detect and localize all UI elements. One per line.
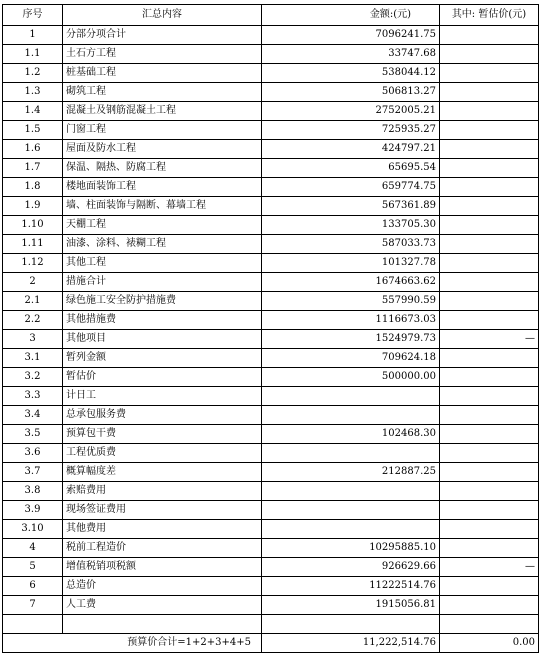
row-amount [262,501,440,520]
table-row [3,140,539,159]
row-provisional-estimate [440,311,539,330]
table-row [3,406,539,425]
row-amount: 1674663.62 [262,273,440,292]
row-amount: 709624.18 [262,349,440,368]
row-item-name: 索赔费用 [63,482,262,501]
row-item-name: 概算幅度差 [63,463,262,482]
row-serial-number: 1.9 [3,197,63,216]
row-provisional-estimate [440,482,539,501]
row-amount: 500000.00 [262,368,440,387]
row-serial-number: 3.7 [3,463,63,482]
row-item-name: 其他措施费 [63,311,262,330]
row-amount: 212887.25 [262,463,440,482]
table-row [3,102,539,121]
table-row [3,387,539,406]
row-item-name: 暂估价 [63,368,262,387]
row-serial-number: 3.8 [3,482,63,501]
row-serial-number: 1.3 [3,83,63,102]
row-amount: 557990.59 [262,292,440,311]
row-item-name: 措施合计 [63,273,262,292]
table-body [3,26,539,615]
row-amount [262,482,440,501]
row-item-name: 混凝土及钢筋混凝土工程 [63,102,262,121]
table-row [3,178,539,197]
header-summary-content: 汇总内容 [63,5,262,26]
row-serial-number: 3.4 [3,406,63,425]
row-provisional-estimate [440,444,539,463]
blank-row [3,615,539,634]
blank-cell [63,615,262,634]
row-provisional-estimate [440,368,539,387]
row-provisional-estimate [440,45,539,64]
row-amount: 1116673.03 [262,311,440,330]
table-row [3,596,539,615]
row-amount [262,406,440,425]
table-row [3,121,539,140]
table-row [3,216,539,235]
row-serial-number: 1.11 [3,235,63,254]
row-serial-number: 2 [3,273,63,292]
table-row [3,83,539,102]
row-provisional-estimate [440,102,539,121]
table-row [3,539,539,558]
row-item-name: 其他费用 [63,520,262,539]
row-provisional-estimate [440,387,539,406]
row-item-name: 税前工程造价 [63,539,262,558]
row-amount: 10295885.10 [262,539,440,558]
row-provisional-estimate: — [440,330,539,349]
row-amount: 659774.75 [262,178,440,197]
table-row [3,463,539,482]
header-serial-number: 序号 [3,5,63,26]
row-amount: 1915056.81 [262,596,440,615]
row-amount: 587033.73 [262,235,440,254]
row-serial-number: 3.1 [3,349,63,368]
row-amount: 65695.54 [262,159,440,178]
row-serial-number: 3.3 [3,387,63,406]
table-row [3,64,539,83]
row-serial-number: 3.10 [3,520,63,539]
row-amount [262,387,440,406]
row-serial-number: 4 [3,539,63,558]
row-item-name: 墙、柱面装饰与隔断、幕墙工程 [63,197,262,216]
header-amount: 金额:(元) [262,5,440,26]
row-item-name: 计日工 [63,387,262,406]
row-serial-number: 1.6 [3,140,63,159]
total-amount: 11,222,514.76 [262,634,440,653]
row-provisional-estimate [440,349,539,368]
row-serial-number: 1.8 [3,178,63,197]
row-serial-number: 1.1 [3,45,63,64]
table-row [3,501,539,520]
row-item-name: 预算包干费 [63,425,262,444]
row-provisional-estimate: — [440,558,539,577]
row-serial-number: 2.1 [3,292,63,311]
row-provisional-estimate [440,178,539,197]
row-provisional-estimate [440,577,539,596]
row-item-name: 楼地面装饰工程 [63,178,262,197]
row-amount: 2752005.21 [262,102,440,121]
table-header-row [3,5,539,26]
row-serial-number: 1.10 [3,216,63,235]
row-provisional-estimate [440,216,539,235]
row-item-name: 其他项目 [63,330,262,349]
row-item-name: 土石方工程 [63,45,262,64]
row-item-name: 砌筑工程 [63,83,262,102]
row-provisional-estimate [440,26,539,45]
blank-cell [3,615,63,634]
row-amount [262,520,440,539]
row-amount: 538044.12 [262,64,440,83]
row-item-name: 现场签证费用 [63,501,262,520]
row-serial-number: 7 [3,596,63,615]
row-provisional-estimate [440,406,539,425]
total-label: 预算价合计=1+2+3+4+5 [3,634,262,653]
row-provisional-estimate [440,425,539,444]
row-provisional-estimate [440,121,539,140]
row-amount: 102468.30 [262,425,440,444]
table-row [3,368,539,387]
row-provisional-estimate [440,159,539,178]
row-serial-number: 2.2 [3,311,63,330]
row-provisional-estimate [440,83,539,102]
row-item-name: 人工费 [63,596,262,615]
row-item-name: 工程优质费 [63,444,262,463]
row-amount: 1524979.73 [262,330,440,349]
table-row [3,330,539,349]
blank-cell [440,615,539,634]
row-item-name: 其他工程 [63,254,262,273]
row-provisional-estimate [440,64,539,83]
row-provisional-estimate [440,596,539,615]
table-row [3,520,539,539]
table-row [3,311,539,330]
row-serial-number: 1.5 [3,121,63,140]
row-serial-number: 3.2 [3,368,63,387]
row-item-name: 绿色施工安全防护措施费 [63,292,262,311]
table-row [3,273,539,292]
row-provisional-estimate [440,463,539,482]
row-provisional-estimate [440,292,539,311]
row-amount: 7096241.75 [262,26,440,45]
table-row [3,197,539,216]
row-provisional-estimate [440,539,539,558]
row-amount: 567361.89 [262,197,440,216]
table-row [3,349,539,368]
table-row [3,235,539,254]
row-amount: 725935.27 [262,121,440,140]
row-serial-number: 1.4 [3,102,63,121]
total-row [3,634,539,653]
row-provisional-estimate [440,235,539,254]
row-provisional-estimate [440,273,539,292]
row-serial-number: 1.2 [3,64,63,83]
row-serial-number: 3.9 [3,501,63,520]
row-item-name: 总承包服务费 [63,406,262,425]
row-amount: 133705.30 [262,216,440,235]
row-amount [262,444,440,463]
table-row [3,482,539,501]
row-amount: 33747.68 [262,45,440,64]
row-item-name: 桩基础工程 [63,64,262,83]
row-item-name: 天棚工程 [63,216,262,235]
row-item-name: 油漆、涂料、裱糊工程 [63,235,262,254]
row-item-name: 门窗工程 [63,121,262,140]
row-serial-number: 3 [3,330,63,349]
table-row [3,577,539,596]
row-provisional-estimate [440,501,539,520]
table-row [3,45,539,64]
row-provisional-estimate [440,197,539,216]
row-amount: 926629.66 [262,558,440,577]
row-amount: 101327.78 [262,254,440,273]
table-row [3,254,539,273]
row-amount: 506813.27 [262,83,440,102]
row-provisional-estimate [440,254,539,273]
row-amount: 424797.21 [262,140,440,159]
row-serial-number: 3.5 [3,425,63,444]
row-item-name: 总造价 [63,577,262,596]
table-row [3,159,539,178]
blank-cell [262,615,440,634]
row-amount: 11222514.76 [262,577,440,596]
table-row [3,292,539,311]
row-serial-number: 1.7 [3,159,63,178]
cost-summary-table [2,4,539,653]
header-provisional-estimate: 其中: 暂估价(元) [440,5,539,26]
table-row [3,444,539,463]
row-serial-number: 1 [3,26,63,45]
table-row [3,26,539,45]
row-item-name: 暂列金额 [63,349,262,368]
row-serial-number: 1.12 [3,254,63,273]
table-row [3,558,539,577]
total-estimate: 0.00 [440,634,539,653]
row-serial-number: 6 [3,577,63,596]
table-row [3,425,539,444]
row-provisional-estimate [440,140,539,159]
row-serial-number: 3.6 [3,444,63,463]
row-item-name: 分部分项合计 [63,26,262,45]
row-provisional-estimate [440,520,539,539]
row-item-name: 屋面及防水工程 [63,140,262,159]
row-serial-number: 5 [3,558,63,577]
row-item-name: 增值税销项税额 [63,558,262,577]
row-item-name: 保温、隔热、防腐工程 [63,159,262,178]
